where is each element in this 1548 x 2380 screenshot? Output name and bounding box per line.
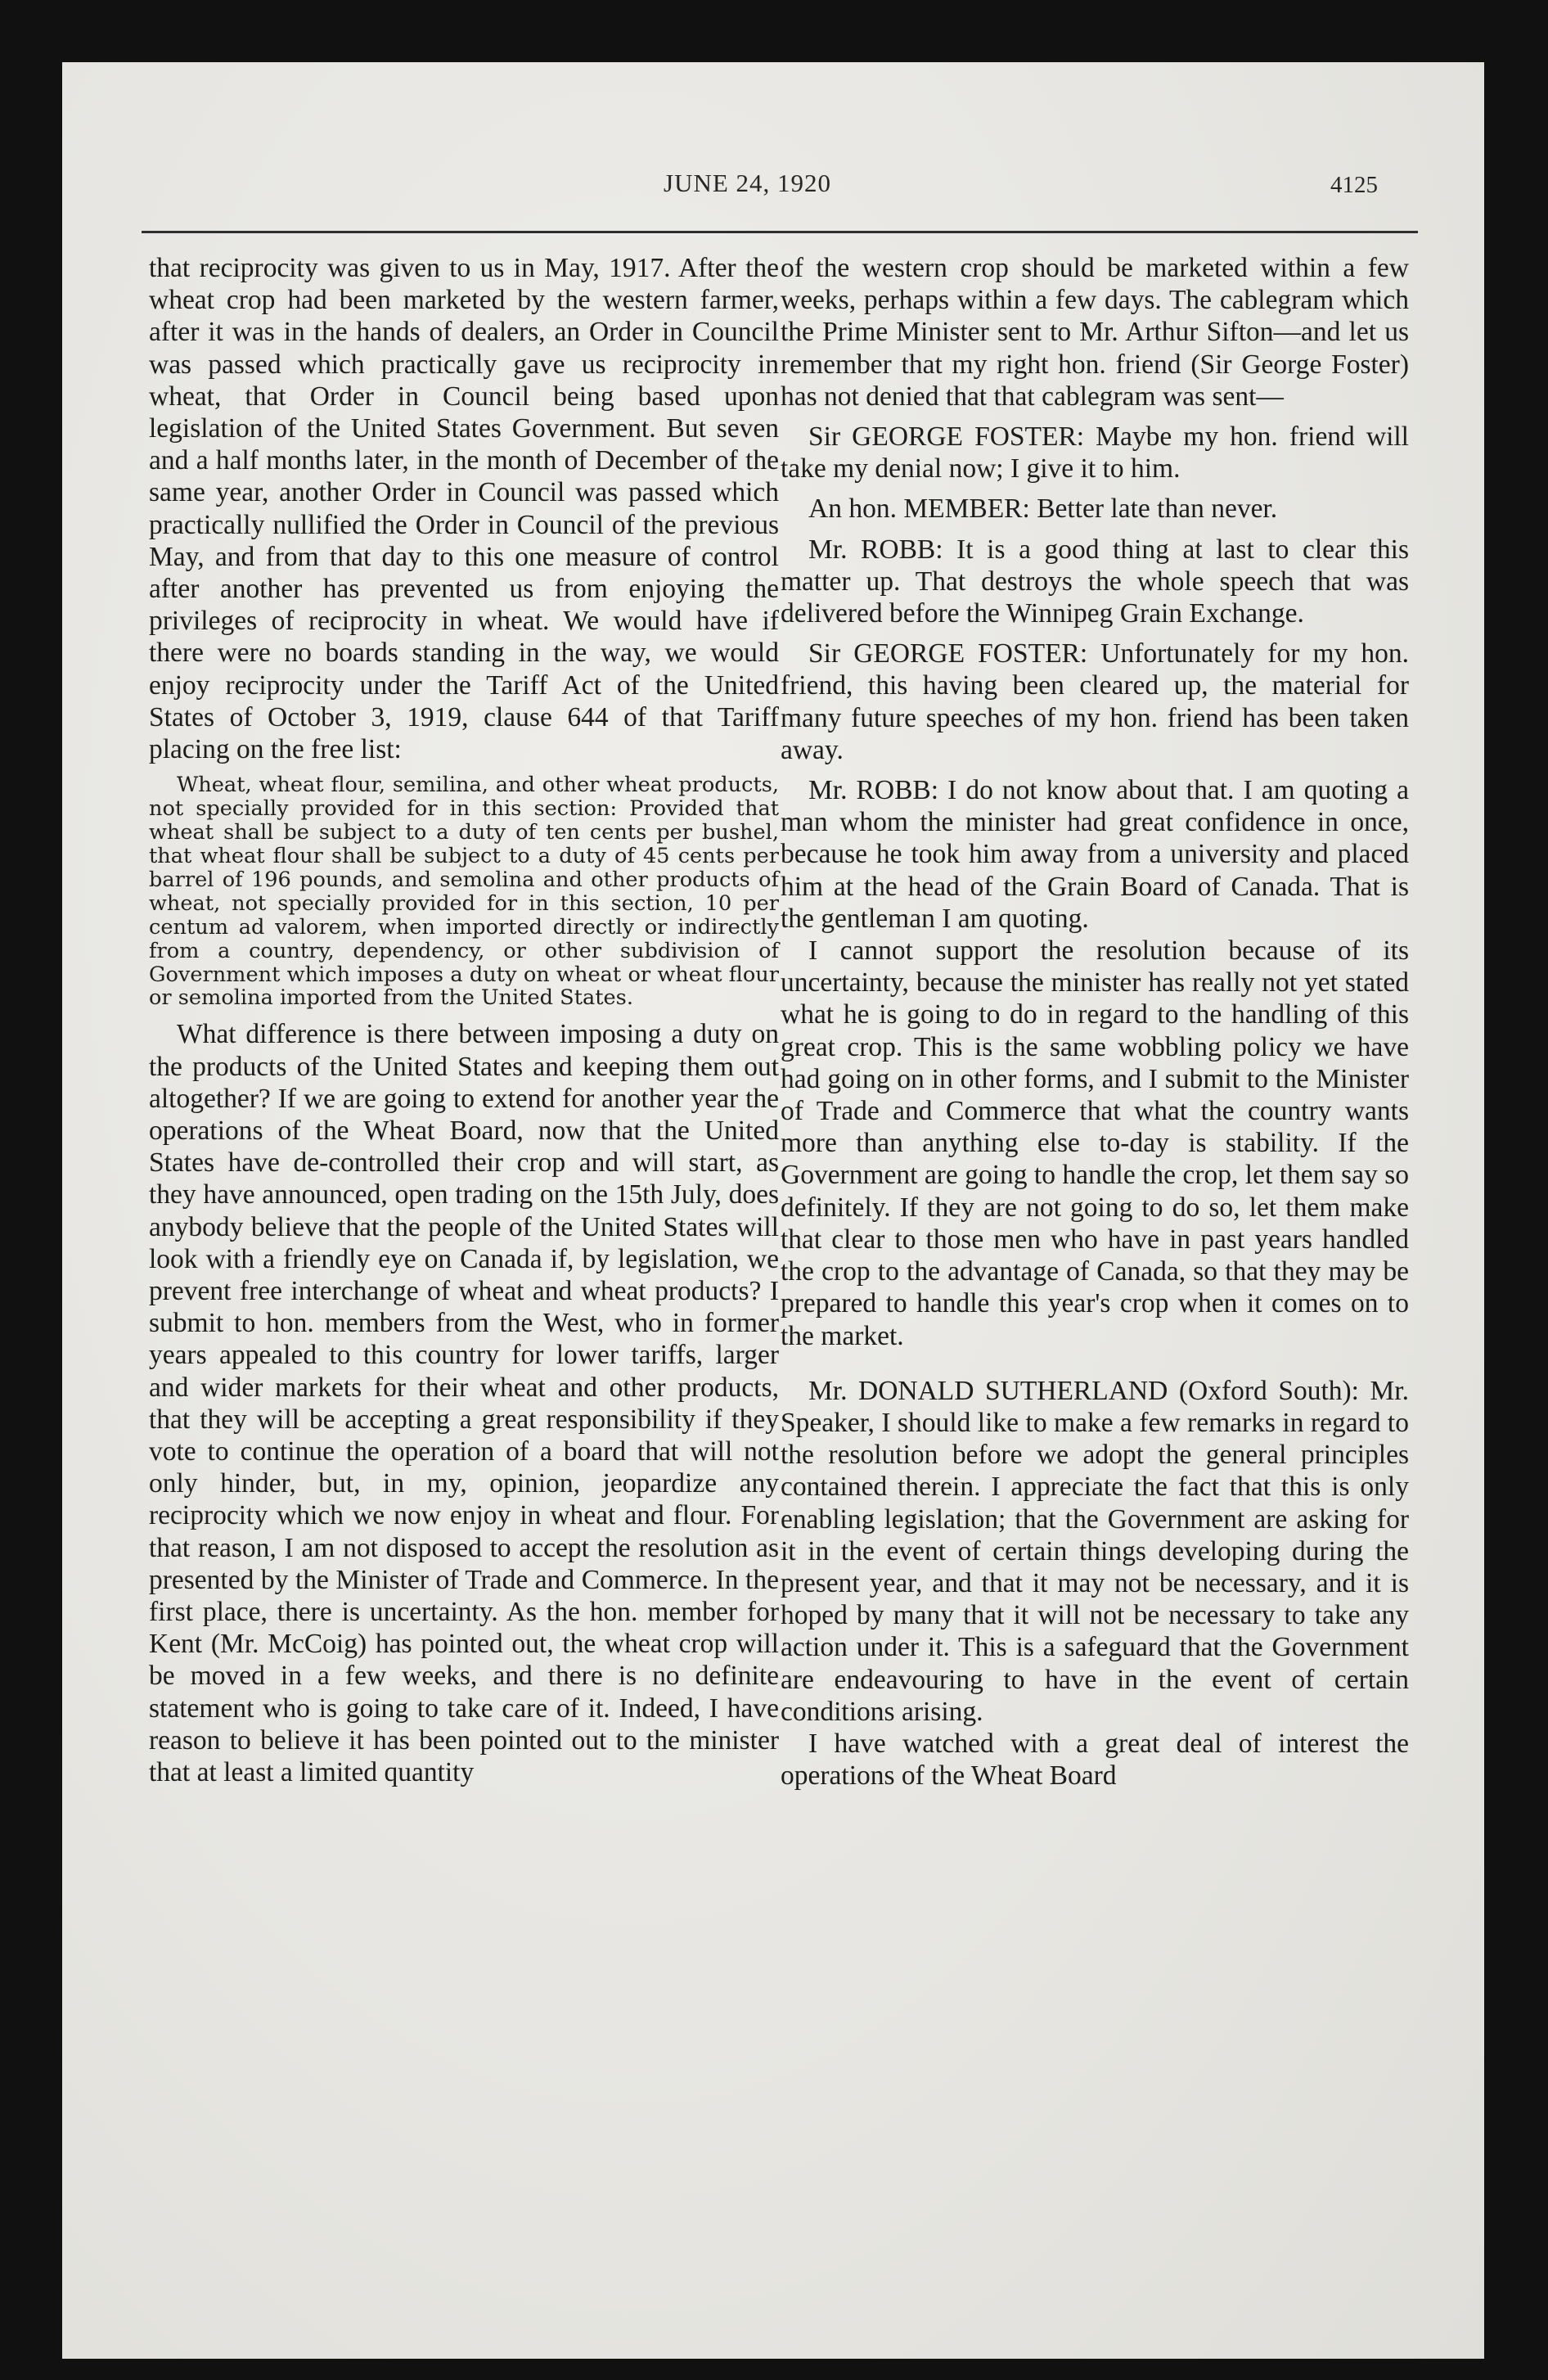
document-page <box>62 62 1484 2359</box>
tariff-quotation: Wheat, wheat flour, semilina, and other wheat products, not specially provided for in this section: Provided that wheat shall be subject to a duty of ten cents per bushel, that wheat flour shall be subject to a duty of 45 cents per barrel of 196 pounds, and semolina and other products of wheat, not specially provided for in this section, 10 per centum ad valorem, when imported directly or indirectly from a country, dependency, or other subdivision of Government which imposes a duty on wheat or wheat flour or semolina imported from the United States. <box>149 773 779 1011</box>
page-number: 4125 <box>1330 172 1378 198</box>
running-head <box>62 169 1484 211</box>
right-paragraph-1: of the western crop should be marketed within a few weeks, perhaps within a few days. The cablegram which the Prime Minister sent to Mr. Arthur Sifton—and let us remember that my right hon. friend (Sir George Foster) has not denied that that cablegram was sent— <box>781 253 1409 412</box>
left-paragraph-2: What difference is there between imposing a duty on the products of the United States and keeping them out altogether? If we are going to extend for another year the operations of the Wheat Board, now that the United States have de-controlled their crop and will start, as they have announced, open trading on the 15th July, does anybody believe that the people of the United States will look with a friendly eye on Canada if, by legislation, we prevent free interchange of wheat and wheat products? I submit to hon. members from the West, who in former years appealed to this country for lower tariffs, larger and wider markets for their wheat and other products, that they will be accepting a great responsibility if they vote to continue the operation of a board that will not only hinder, but, in my, opinion, jeopardize any reciprocity which we now enjoy in wheat and flour. For that reason, I am not disposed to accept the resolution as presented by the Minister of Trade and Commerce. In the first place, there is uncertainty. As the hon. member for Kent (Mr. McCoig) has pointed out, the wheat crop will be moved in a few weeks, and there is no definite statement who is going to take care of it. Indeed, I have reason to believe it has been pointed out to the minister that at least a limited quantity <box>149 1019 779 1787</box>
sutherland-speech-continued: I have watched with a great deal of interest the operations of the Wheat Board <box>781 1728 1409 1792</box>
left-paragraph-1: that reciprocity was given to us in May, 1917. After the wheat crop had been marketed by the western farmer, after it was in the hands of dealers, an Order in Council was passed which practically gave us reciprocity in wheat, that Order in Council being based upon legislation of the United States Government. But seven and a half months later, in the month of December of the same year, another Order in Council was passed which practically nullified the Order in Council of the previous May, and from that day to this one measure of control after another has prevented us from enjoying the privileges of reciprocity in wheat. We would have if there were no boards standing in the way, we would enjoy reciprocity under the Tariff Act of the United States of October 3, 1919, clause 644 of that Tariff placing on the free list: <box>149 253 779 765</box>
header-date: JUNE 24, 1920 <box>664 169 832 197</box>
right-column <box>781 252 1409 1792</box>
foster-remark-2: Sir GEORGE FOSTER: Unfortunately for my hon. friend, this having been cleared up, the material for many future speeches of my hon. friend has been taken away. <box>781 638 1409 765</box>
robb-remark-2: Mr. ROBB: I do not know about that. I am quoting a man whom the minister had great confidence in once, because he took him away from a university and placed him at the head of the Grain Board of Canada. That is the gentleman I am quoting. <box>781 775 1409 934</box>
sutherland-speech: Mr. DONALD SUTHERLAND (Oxford South): Mr. Speaker, I should like to make a few remarks in regard to the resolution before we adopt the general principles contained therein. I appreciate the fact that this is only enabling legislation; that the Government are asking for it in the event of certain things developing during the present year, and that it may not be necessary, and it is hoped by many that it will not be necessary to take any action under it. This is a safeguard that the Government are endeavouring to have in the event of certain conditions arising. <box>781 1375 1409 1727</box>
robb-remark-3: I cannot support the resolution because of its uncertainty, because the minister has really not yet stated what he is going to do in regard to the handling of this great crop. This is the same wobbling policy we have had going on in other forms, and I submit to the Minister of Trade and Commerce that what the country wants more than anything else to-day is stability. If the Government are going to handle the crop, let them say so definitely. If they are not going to do so, let them make that clear to those men who have in past years handled the crop to the advantage of Canada, so that they may be prepared to handle this year's crop when it comes on to the market. <box>781 935 1409 1351</box>
robb-remark-1: Mr. ROBB: It is a good thing at last to clear this matter up. That destroys the whole speech that was delivered before the Winnipeg Grain Exchange. <box>781 534 1409 629</box>
left-column <box>149 252 779 1788</box>
header-rule <box>142 231 1418 233</box>
member-remark: An hon. MEMBER: Better late than never. <box>808 494 1278 525</box>
foster-remark-1: Sir GEORGE FOSTER: Maybe my hon. friend will take my denial now; I give it to him. <box>781 421 1409 485</box>
